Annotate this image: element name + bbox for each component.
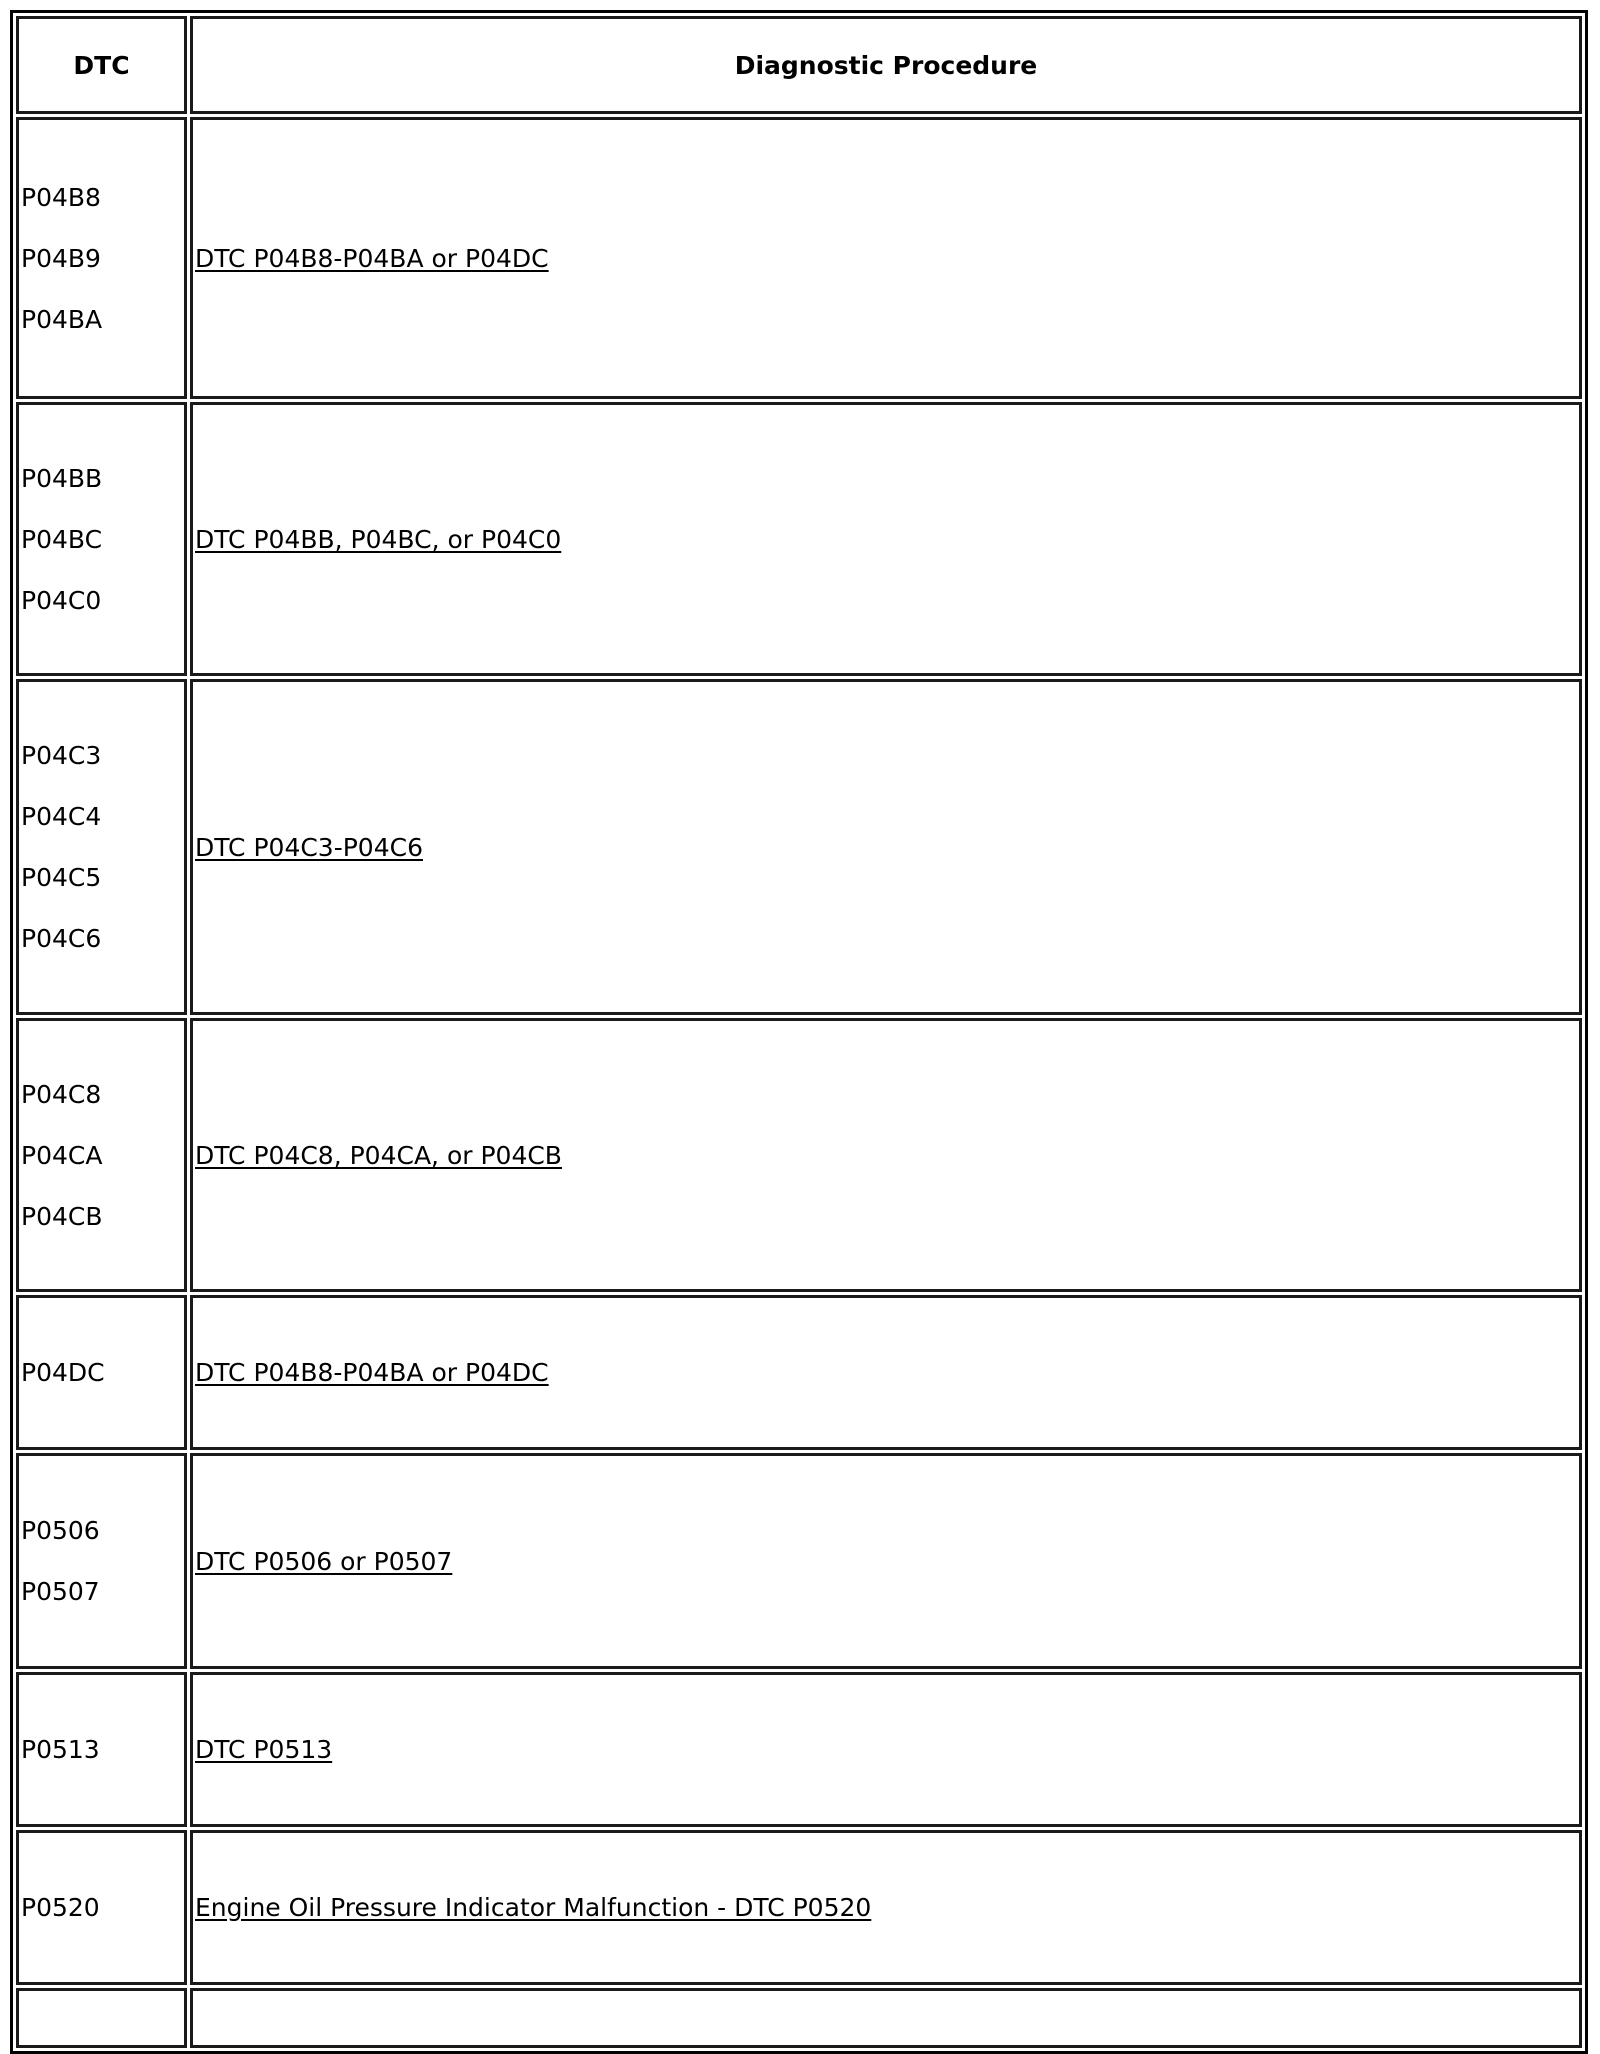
dtc-codes-cell — [16, 679, 187, 1015]
dtc-codes-cell — [16, 1988, 187, 2048]
procedure-cell — [190, 117, 1582, 399]
dtc-codes-cell — [16, 1018, 187, 1292]
dtc-table — [10, 10, 1588, 2054]
procedure-link[interactable]: DTC P04BB, P04BC, or P04C0 — [195, 524, 562, 554]
procedure-link[interactable]: DTC P0506 or P0507 — [195, 1546, 453, 1576]
procedure-cell — [190, 402, 1582, 676]
table-row — [16, 117, 1582, 399]
dtc-code: P04BB — [21, 463, 103, 493]
procedure-cell — [190, 1988, 1582, 2048]
dtc-code: P04C4 — [21, 802, 102, 831]
dtc-code: P04BA — [21, 304, 103, 334]
dtc-codes-cell — [16, 402, 187, 676]
dtc-codes-cell — [16, 1453, 187, 1669]
dtc-code: P04C6 — [21, 924, 102, 953]
dtc-codes-cell — [16, 1830, 187, 1985]
procedure-link[interactable]: Engine Oil Pressure Indicator Malfunction - DTC P0520 — [195, 1893, 872, 1922]
procedure-link[interactable]: DTC P04C8, P04CA, or P04CB — [195, 1140, 562, 1170]
dtc-code: P04CA — [21, 1140, 103, 1170]
table-row — [16, 1453, 1582, 1669]
dtc-code: P0507 — [21, 1577, 100, 1606]
procedure-cell — [190, 1453, 1582, 1669]
table-row — [16, 1295, 1582, 1450]
header-row — [16, 16, 1582, 114]
procedure-link[interactable]: DTC P04C3-P04C6 — [195, 832, 423, 862]
dtc-code: P0506 — [21, 1516, 100, 1545]
procedure-cell — [190, 679, 1582, 1015]
procedure-cell — [190, 1295, 1582, 1450]
dtc-code: P04C5 — [21, 863, 102, 892]
table-row — [16, 679, 1582, 1015]
dtc-code: P04B8 — [21, 182, 101, 212]
procedure-link[interactable]: DTC P0513 — [195, 1735, 333, 1764]
procedure-cell — [190, 1672, 1582, 1827]
dtc-code: P04C0 — [21, 585, 102, 615]
dtc-code: P04C3 — [21, 741, 102, 770]
dtc-code: P04CB — [21, 1201, 103, 1231]
procedure-link[interactable]: DTC P04B8-P04BA or P04DC — [195, 243, 549, 273]
dtc-code: P04B9 — [21, 243, 101, 273]
table-row — [16, 1988, 1582, 2048]
dtc-code: P0513 — [21, 1735, 100, 1764]
dtc-code: P04BC — [21, 524, 103, 554]
dtc-codes-cell — [16, 1672, 187, 1827]
procedure-column-header: Diagnostic Procedure — [190, 16, 1582, 114]
dtc-codes-cell — [16, 117, 187, 399]
table-row — [16, 402, 1582, 676]
procedure-link[interactable]: DTC P04B8-P04BA or P04DC — [195, 1358, 549, 1387]
table-row — [16, 1830, 1582, 1985]
table-row — [16, 1672, 1582, 1827]
dtc-column-header: DTC — [16, 16, 187, 114]
table-row — [16, 1018, 1582, 1292]
dtc-code: P0520 — [21, 1893, 100, 1922]
dtc-code: P04C8 — [21, 1079, 102, 1109]
procedure-cell — [190, 1830, 1582, 1985]
procedure-cell — [190, 1018, 1582, 1292]
dtc-code: P04DC — [21, 1358, 105, 1387]
dtc-codes-cell — [16, 1295, 187, 1450]
